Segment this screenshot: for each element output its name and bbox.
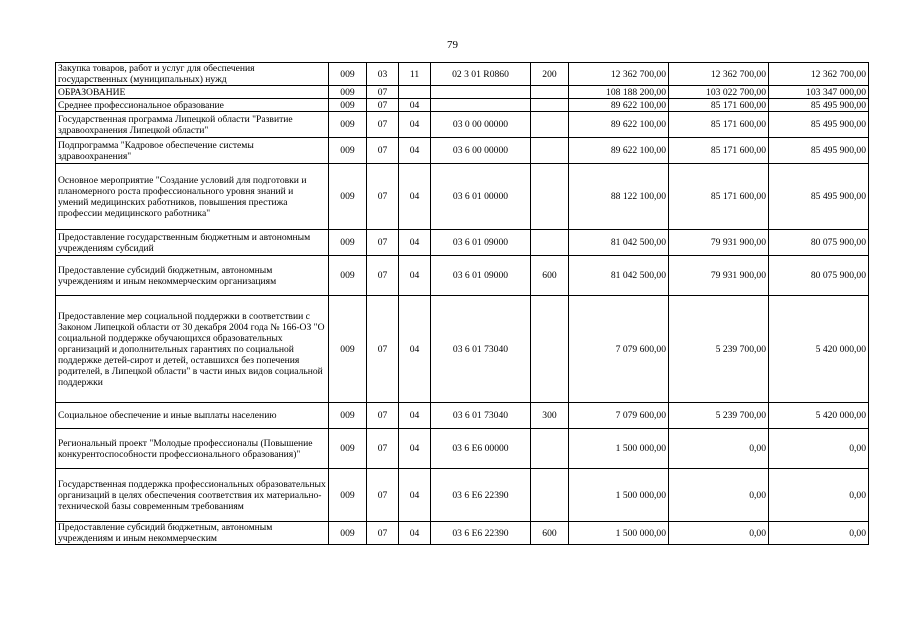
expense-type: 600 xyxy=(531,522,569,545)
row-name: Государственная поддержка профессиональных образовательных организаций в целях обеспечения соответствия их материально-технической базы современным требованиям xyxy=(56,469,329,522)
amount-year-1: 1 500 000,00 xyxy=(569,522,669,545)
table-row xyxy=(56,86,869,99)
row-name: ОБРАЗОВАНИЕ xyxy=(56,86,329,99)
row-name: Региональный проект "Молодые профессионалы (Повышение конкурентоспособности профессионального образования)" xyxy=(56,429,329,469)
amount-year-3: 85 495 900,00 xyxy=(769,164,869,230)
section-code: 07 xyxy=(367,403,399,429)
amount-year-3: 85 495 900,00 xyxy=(769,112,869,138)
section-code: 07 xyxy=(367,522,399,545)
subsection-code xyxy=(399,86,431,99)
amount-year-1: 89 622 100,00 xyxy=(569,99,669,112)
ministry-code: 009 xyxy=(329,86,367,99)
target-article: 03 6 01 73040 xyxy=(431,296,531,403)
ministry-code: 009 xyxy=(329,469,367,522)
amount-year-1: 108 188 200,00 xyxy=(569,86,669,99)
section-code: 07 xyxy=(367,86,399,99)
budget-table xyxy=(55,62,869,545)
target-article: 03 6 E6 00000 xyxy=(431,429,531,469)
target-article: 03 6 01 09000 xyxy=(431,256,531,296)
amount-year-3: 0,00 xyxy=(769,429,869,469)
target-article: 03 6 01 09000 xyxy=(431,230,531,256)
amount-year-2: 85 171 600,00 xyxy=(669,138,769,164)
amount-year-2: 79 931 900,00 xyxy=(669,256,769,296)
target-article: 02 3 01 R0860 xyxy=(431,63,531,86)
amount-year-3: 0,00 xyxy=(769,522,869,545)
expense-type xyxy=(531,99,569,112)
row-name: Социальное обеспечение и иные выплаты населению xyxy=(56,403,329,429)
target-article: 03 6 01 73040 xyxy=(431,403,531,429)
amount-year-3: 85 495 900,00 xyxy=(769,99,869,112)
subsection-code: 04 xyxy=(399,256,431,296)
amount-year-3: 103 347 000,00 xyxy=(769,86,869,99)
amount-year-2: 0,00 xyxy=(669,429,769,469)
expense-type xyxy=(531,296,569,403)
amount-year-1: 7 079 600,00 xyxy=(569,403,669,429)
expense-type xyxy=(531,469,569,522)
row-name: Предоставление мер социальной поддержки в соответствии с Законом Липецкой области от 30 декабря 2004 года № 166-ОЗ "О социальной поддержке обучающихся образовательных организаций и дополнительных гарантиях по социальной поддержке детей-сирот и детей, оставшихся без попечения родителей, в Липецкой области" в части иных видов социальной поддержки xyxy=(56,296,329,403)
expense-type xyxy=(531,164,569,230)
amount-year-3: 80 075 900,00 xyxy=(769,230,869,256)
section-code: 07 xyxy=(367,99,399,112)
row-name: Предоставление субсидий бюджетным, автономным учреждениям и иным некоммерческим организациям xyxy=(56,256,329,296)
amount-year-2: 12 362 700,00 xyxy=(669,63,769,86)
table-row xyxy=(56,256,869,296)
subsection-code: 04 xyxy=(399,164,431,230)
target-article: 03 6 E6 22390 xyxy=(431,469,531,522)
row-name: Закупка товаров, работ и услуг для обеспечения государственных (муниципальных) нужд xyxy=(56,63,329,86)
expense-type xyxy=(531,138,569,164)
target-article: 03 0 00 00000 xyxy=(431,112,531,138)
subsection-code: 04 xyxy=(399,296,431,403)
row-name: Предоставление государственным бюджетным и автономным учреждениям субсидий xyxy=(56,230,329,256)
table-row xyxy=(56,138,869,164)
subsection-code: 04 xyxy=(399,112,431,138)
amount-year-1: 89 622 100,00 xyxy=(569,112,669,138)
table-row xyxy=(56,99,869,112)
amount-year-2: 0,00 xyxy=(669,469,769,522)
ministry-code: 009 xyxy=(329,112,367,138)
target-article xyxy=(431,99,531,112)
ministry-code: 009 xyxy=(329,138,367,164)
ministry-code: 009 xyxy=(329,403,367,429)
row-name: Среднее профессиональное образование xyxy=(56,99,329,112)
amount-year-1: 88 122 100,00 xyxy=(569,164,669,230)
subsection-code: 04 xyxy=(399,99,431,112)
amount-year-3: 0,00 xyxy=(769,469,869,522)
amount-year-2: 85 171 600,00 xyxy=(669,164,769,230)
section-code: 07 xyxy=(367,429,399,469)
amount-year-2: 5 239 700,00 xyxy=(669,403,769,429)
target-article: 03 6 00 00000 xyxy=(431,138,531,164)
ministry-code: 009 xyxy=(329,256,367,296)
amount-year-1: 1 500 000,00 xyxy=(569,429,669,469)
table-row xyxy=(56,296,869,403)
subsection-code: 04 xyxy=(399,138,431,164)
page-number: 79 xyxy=(447,39,458,51)
amount-year-2: 79 931 900,00 xyxy=(669,230,769,256)
ministry-code: 009 xyxy=(329,99,367,112)
amount-year-1: 81 042 500,00 xyxy=(569,230,669,256)
ministry-code: 009 xyxy=(329,164,367,230)
amount-year-1: 89 622 100,00 xyxy=(569,138,669,164)
amount-year-3: 12 362 700,00 xyxy=(769,63,869,86)
amount-year-2: 5 239 700,00 xyxy=(669,296,769,403)
amount-year-3: 80 075 900,00 xyxy=(769,256,869,296)
subsection-code: 11 xyxy=(399,63,431,86)
section-code: 07 xyxy=(367,112,399,138)
amount-year-1: 1 500 000,00 xyxy=(569,469,669,522)
ministry-code: 009 xyxy=(329,230,367,256)
ministry-code: 009 xyxy=(329,522,367,545)
amount-year-2: 85 171 600,00 xyxy=(669,99,769,112)
ministry-code: 009 xyxy=(329,429,367,469)
table-row xyxy=(56,522,869,545)
amount-year-1: 12 362 700,00 xyxy=(569,63,669,86)
expense-type: 300 xyxy=(531,403,569,429)
amount-year-3: 5 420 000,00 xyxy=(769,403,869,429)
table-row xyxy=(56,403,869,429)
target-article xyxy=(431,86,531,99)
section-code: 07 xyxy=(367,164,399,230)
target-article: 03 6 E6 22390 xyxy=(431,522,531,545)
row-name: Подпрограмма "Кадровое обеспечение системы здравоохранения" xyxy=(56,138,329,164)
row-name: Государственная программа Липецкой области "Развитие здравоохранения Липецкой области" xyxy=(56,112,329,138)
section-code: 07 xyxy=(367,230,399,256)
amount-year-3: 5 420 000,00 xyxy=(769,296,869,403)
expense-type: 600 xyxy=(531,256,569,296)
subsection-code: 04 xyxy=(399,522,431,545)
amount-year-2: 0,00 xyxy=(669,522,769,545)
table-row xyxy=(56,112,869,138)
expense-type: 200 xyxy=(531,63,569,86)
expense-type xyxy=(531,86,569,99)
subsection-code: 04 xyxy=(399,429,431,469)
amount-year-3: 85 495 900,00 xyxy=(769,138,869,164)
section-code: 07 xyxy=(367,469,399,522)
section-code: 07 xyxy=(367,138,399,164)
subsection-code: 04 xyxy=(399,230,431,256)
ministry-code: 009 xyxy=(329,63,367,86)
expense-type xyxy=(531,429,569,469)
table-row xyxy=(56,63,869,86)
section-code: 07 xyxy=(367,296,399,403)
amount-year-2: 103 022 700,00 xyxy=(669,86,769,99)
ministry-code: 009 xyxy=(329,296,367,403)
row-name: Основное мероприятие "Создание условий для подготовки и планомерного роста профессионального уровня знаний и умений медицинских работников, повышения престижа профессии медицинского работника" xyxy=(56,164,329,230)
amount-year-1: 7 079 600,00 xyxy=(569,296,669,403)
section-code: 03 xyxy=(367,63,399,86)
expense-type xyxy=(531,112,569,138)
row-name: Предоставление субсидий бюджетным, автономным учреждениям и иным некоммерческим xyxy=(56,522,329,545)
table-row xyxy=(56,429,869,469)
section-code: 07 xyxy=(367,256,399,296)
amount-year-2: 85 171 600,00 xyxy=(669,112,769,138)
amount-year-1: 81 042 500,00 xyxy=(569,256,669,296)
subsection-code: 04 xyxy=(399,403,431,429)
expense-type xyxy=(531,230,569,256)
table-row xyxy=(56,469,869,522)
subsection-code: 04 xyxy=(399,469,431,522)
target-article: 03 6 01 00000 xyxy=(431,164,531,230)
table-row xyxy=(56,164,869,230)
table-row xyxy=(56,230,869,256)
